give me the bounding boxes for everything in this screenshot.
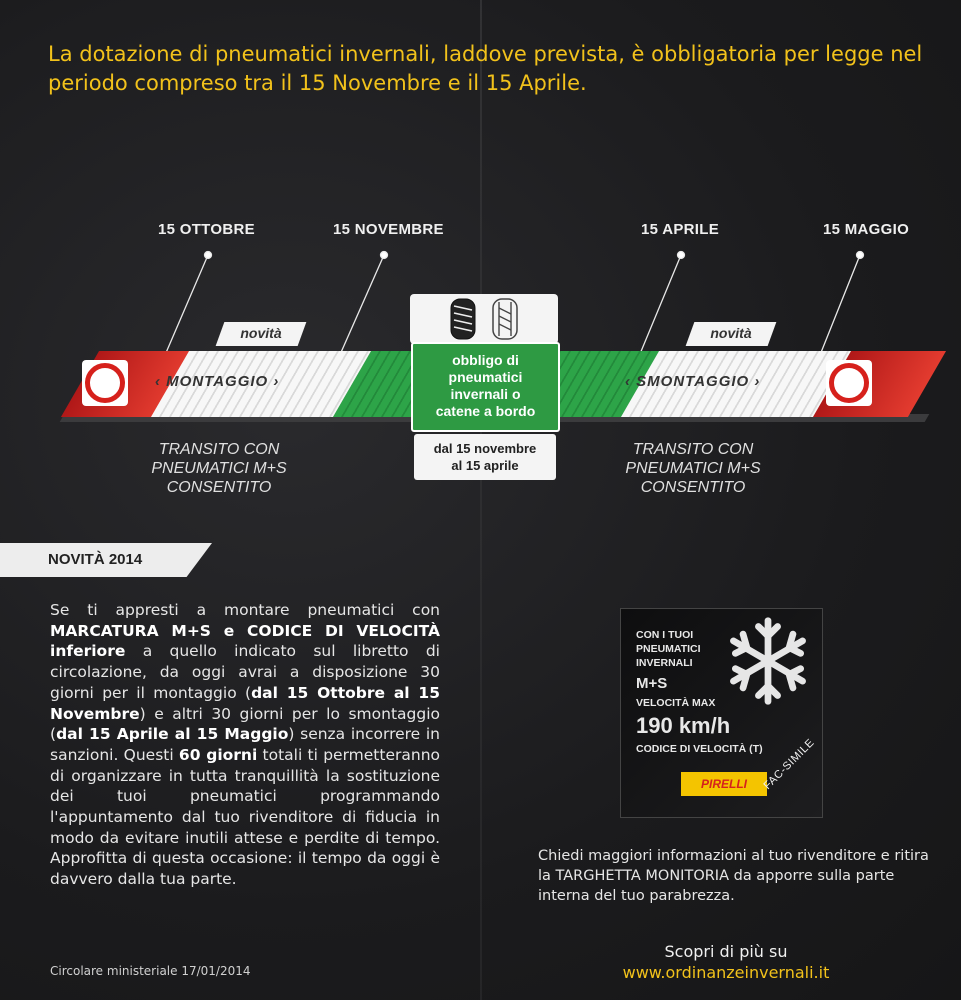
sticker-ms: M+S	[636, 675, 668, 692]
headline: La dotazione di pneumatici invernali, laddove prevista, è obbligatoria per legge nel periodo compreso tra il 15 Novembre e il 15 Aprile.	[48, 42, 923, 95]
body-text: ) e altri 30 giorni per lo smontaggio (	[50, 704, 440, 744]
info-note: Chiedi maggiori informazioni al tuo rivenditore e ritira la TARGHETTA MONITORIA da apporre sulla parte interna del tuo parabrezza.	[538, 848, 929, 904]
sticker-code: CODICE DI VELOCITÀ (T)	[636, 743, 763, 755]
obbligo-line: invernali o	[450, 386, 521, 402]
no-transit-sign-icon	[82, 360, 128, 406]
novita-section-tab	[0, 543, 212, 577]
sticker-velocita: VELOCITÀ MAX	[636, 697, 716, 709]
transit-line: TRANSITO CON	[632, 441, 754, 458]
date-15-ottobre: 15 OTTOBRE	[158, 221, 255, 238]
transit-line: PNEUMATICI M+S	[151, 460, 287, 477]
tire-icons-box	[410, 294, 558, 344]
sticker-line: INVERNALI	[636, 657, 693, 669]
body-text: a quello indicato sul libretto di circolazione, da oggi avrai a disposizione 30 giorni per il montaggio (	[50, 642, 440, 702]
sticker-line: PNEUMATICI	[636, 643, 701, 655]
novita-title: NOVITÀ 2014	[48, 551, 143, 568]
transit-line: PNEUMATICI M+S	[625, 460, 761, 477]
sticker-speed: 190 km/h	[636, 713, 731, 738]
body-bold: dal 15 Ottobre al 15 Novembre	[50, 683, 440, 723]
no-transit-sign-icon	[826, 360, 872, 406]
scopri-label: Scopri di più su	[664, 942, 788, 961]
smontaggio-label: ‹ SMONTAGGIO ›	[625, 373, 761, 390]
novita-body	[50, 600, 440, 890]
body-text: Se ti appresti a montare pneumatici con	[50, 601, 440, 619]
period-line: al 15 aprile	[451, 458, 519, 473]
body-bold: 60 giorni	[178, 745, 258, 764]
speed-sticker	[620, 608, 823, 818]
obbligo-line: catene a bordo	[435, 403, 536, 419]
date-15-aprile: 15 APRILE	[641, 221, 720, 238]
period-line: dal 15 novembre	[433, 441, 537, 456]
sticker-line: CON I TUOI	[636, 629, 694, 641]
winter-tire-icon	[449, 298, 477, 340]
chain-tire-icon	[491, 298, 519, 340]
novita-tag-left-text: novità	[240, 325, 282, 341]
pirelli-logo: PIRELLI	[681, 772, 767, 796]
period-box	[414, 434, 556, 480]
snowflake-icon	[720, 613, 816, 709]
montaggio-label: ‹ MONTAGGIO ›	[155, 373, 280, 390]
website-link[interactable]: www.ordinanzeinvernali.it	[622, 963, 830, 982]
date-15-novembre: 15 NOVEMBRE	[333, 221, 444, 238]
novita-tag-right-text: novità	[710, 325, 752, 341]
body-bold: MARCATURA M+S e CODICE DI VELOCITÀ inferiore	[50, 621, 440, 661]
transit-line: TRANSITO CON	[158, 441, 280, 458]
transit-note-left	[104, 440, 334, 497]
transit-line: CONSENTITO	[640, 479, 746, 496]
date-15-maggio: 15 MAGGIO	[823, 221, 910, 238]
obbligo-line: pneumatici	[448, 369, 523, 385]
facsimile-label: FAC-SIMILE	[761, 736, 817, 792]
body-text: totali ti permetteranno di organizzare in tutta tranquillità la sostituzione dei tuoi pneumatici programmando l'appuntamento dal tuo rivenditore di fiducia in modo da evitare inutili attese e perdite di tempo. Approfitta di questa occasione: il tempo da oggi è davvero dalla tua parte.	[50, 745, 440, 889]
obbligo-box	[411, 342, 560, 432]
obbligo-line: obbligo di	[452, 352, 519, 368]
transit-note-right	[578, 440, 808, 497]
circolare-note: Circolare ministeriale 17/01/2014	[50, 964, 251, 978]
body-text: ) senza incorrere in sanzioni. Questi	[50, 725, 441, 764]
body-bold: dal 15 Aprile al 15 Maggio	[56, 725, 289, 744]
transit-line: CONSENTITO	[166, 479, 272, 496]
